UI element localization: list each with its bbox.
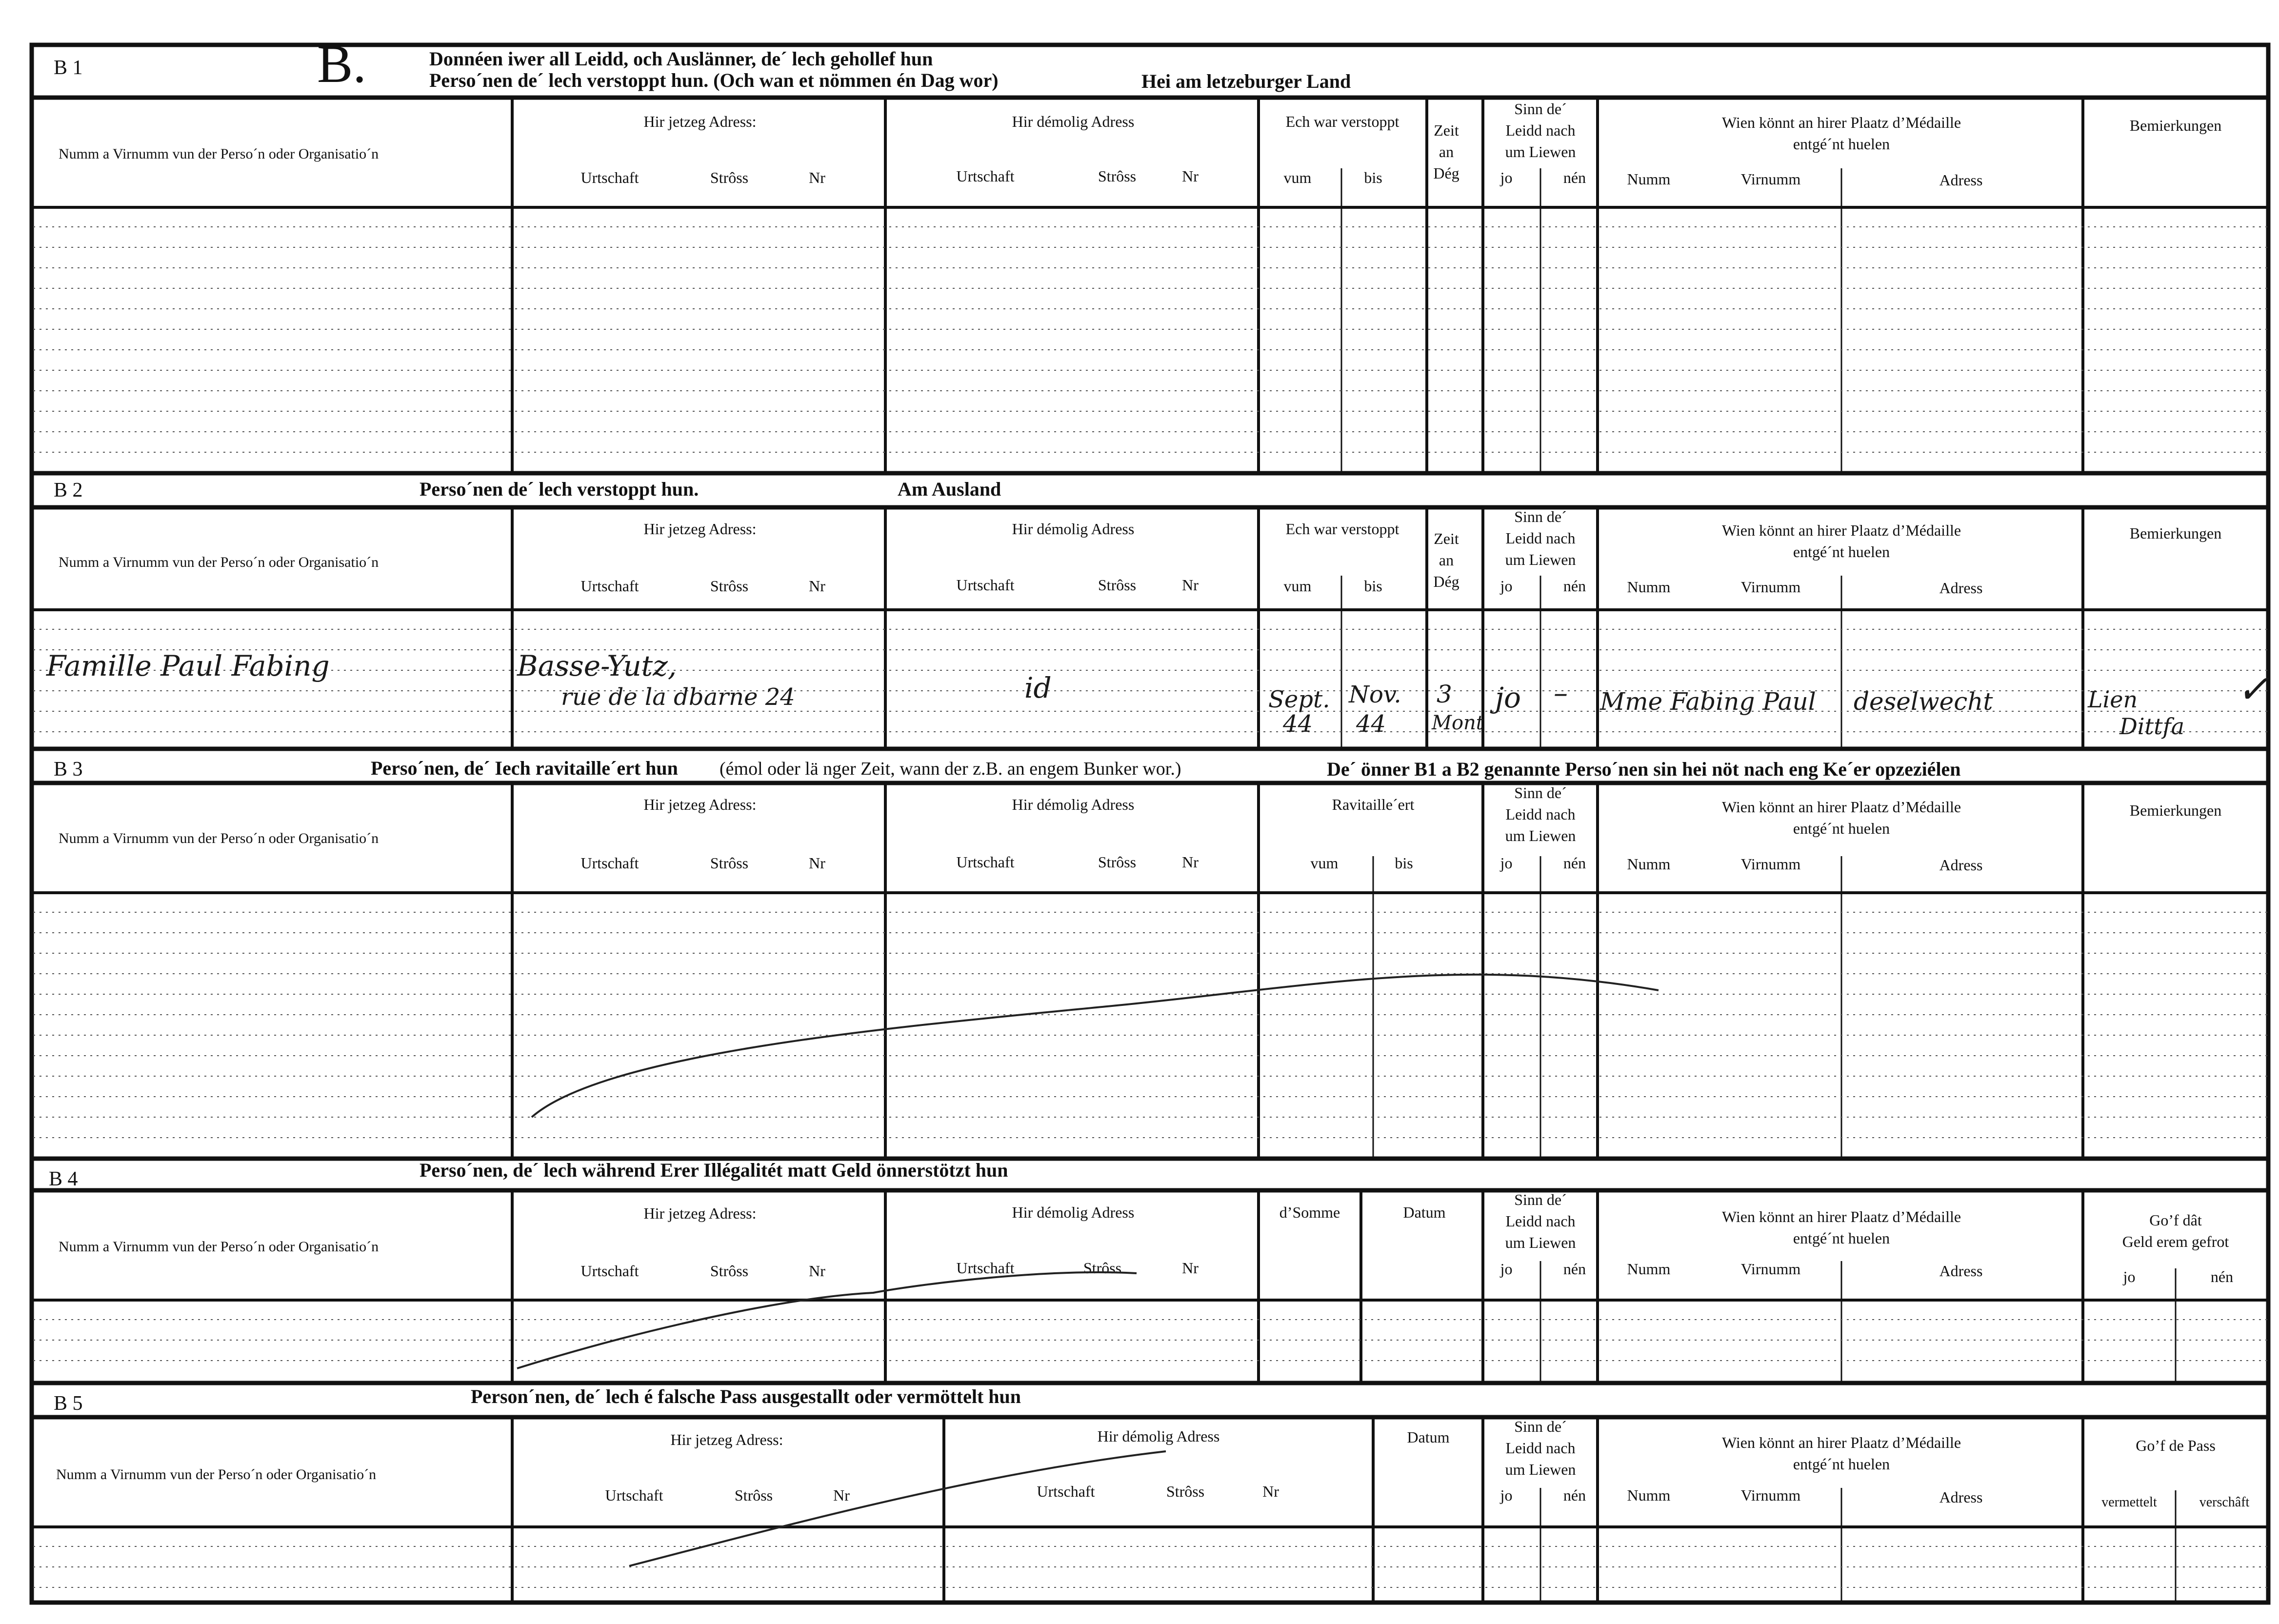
section-b1 xyxy=(32,34,2268,473)
b4-medal-1: Wien könnt an hirer Plaatz d’Médaille xyxy=(1721,1208,1961,1225)
b2-former-stross: Strôss xyxy=(1098,576,1137,594)
b2-entry-remark-2: Dittfa xyxy=(2119,713,2185,740)
section-b4-title: Perso´nen, de´ lech während Erer Illégalitét matt Geld önnerstötzt hun xyxy=(420,1159,1008,1181)
form-letter: B. xyxy=(317,34,366,94)
b2-medal-1: Wien könnt an hirer Plaatz d’Médaille xyxy=(1721,521,1961,539)
b1-medal-2: entgé´nt huelen xyxy=(1793,135,1890,153)
b2-nr: Nr xyxy=(809,577,825,595)
b3-numm: Numm xyxy=(1627,855,1671,873)
b2-entry-days-2: Mont xyxy=(1432,712,1484,734)
b1-headers xyxy=(59,100,2221,189)
b2-entry-addr-2: rue de la dbarne 24 xyxy=(561,683,795,711)
section-b3-note: (émol oder lä nger Zeit, wann der z.B. an engem Bunker wor.) xyxy=(720,759,1181,779)
b2-entry-checkmark: ✓ xyxy=(2237,666,2270,712)
b2-headers xyxy=(59,508,2221,597)
b2-former-urtschaft: Urtschaft xyxy=(956,576,1015,594)
b3-former-nr: Nr xyxy=(1182,853,1199,871)
b4-gof-nen: nén xyxy=(2210,1268,2234,1285)
b3-strike-curve xyxy=(532,975,1659,1117)
section-b3-note2: De´ önner B1 a B2 genannte Perso´nen sin hei nöt nach eng Ke´er opzeziélen xyxy=(1327,758,1961,780)
b4-former-stross: Strôss xyxy=(1083,1259,1122,1277)
section-b5-code: B 5 xyxy=(54,1392,83,1415)
b4-stross: Strôss xyxy=(710,1262,749,1280)
b1-adress: Adress xyxy=(1939,171,1983,189)
b3-adress: Adress xyxy=(1939,856,1983,874)
b5-name-col-header: Numm a Virnumm vun der Perso´n oder Organisatio´n xyxy=(56,1466,377,1483)
b2-zeit-deg: Dég xyxy=(1433,573,1459,590)
b2-adress: Adress xyxy=(1939,579,1983,597)
b2-entry-medal-name: Mme Fabing Paul xyxy=(1600,687,1816,716)
b4-nr: Nr xyxy=(809,1262,825,1280)
b3-medal-2: entgé´nt huelen xyxy=(1793,820,1890,837)
b4-gof-2: Geld erem gefrot xyxy=(2122,1233,2229,1250)
b3-ravit-header: Ravitaille´ert xyxy=(1332,796,1415,813)
b5-former-urtschaft: Urtschaft xyxy=(1037,1483,1095,1500)
b5-gof: Go’f de Pass xyxy=(2136,1437,2216,1454)
b5-virnumm: Virnumm xyxy=(1740,1486,1801,1504)
b1-bis: bis xyxy=(1364,169,1382,186)
b4-name-col-header: Numm a Virnumm vun der Perso´n oder Organisatio´n xyxy=(59,1239,379,1255)
b4-datum-header: Datum xyxy=(1403,1203,1446,1221)
b4-current-addr-header: Hir jetzeg Adress: xyxy=(643,1204,757,1222)
b2-stross: Strôss xyxy=(710,577,749,595)
b5-vermettelt: vermettelt xyxy=(2101,1495,2157,1510)
b5-jo: jo xyxy=(1500,1486,1513,1504)
b2-vum: vum xyxy=(1283,577,1312,595)
section-b4 xyxy=(32,1159,2268,1383)
b2-leidd: Leidd nach xyxy=(1505,529,1576,547)
b3-former-addr-header: Hir démolig Adress xyxy=(1012,796,1135,813)
b5-former-nr: Nr xyxy=(1262,1483,1279,1500)
b2-hidden-header: Ech war verstoppt xyxy=(1285,520,1399,538)
b3-headers xyxy=(59,784,2221,874)
section-b2-code: B 2 xyxy=(54,479,83,501)
b4-leidd: Leidd nach xyxy=(1505,1212,1576,1230)
b4-gof-jo: jo xyxy=(2123,1268,2136,1285)
b3-name-col-header: Numm a Virnumm vun der Perso´n oder Organisatio´n xyxy=(59,830,379,846)
b2-name-col-header: Numm a Virnumm vun der Perso´n oder Organisatio´n xyxy=(59,554,379,570)
b1-nen: nén xyxy=(1563,169,1586,186)
b4-urtschaft: Urtschaft xyxy=(580,1262,639,1280)
b3-columns xyxy=(512,783,2083,1159)
b2-entry-name: Famille Paul Fabing xyxy=(46,649,330,682)
b5-former-addr-header: Hir démolig Adress xyxy=(1097,1427,1220,1445)
b4-former-urtschaft: Urtschaft xyxy=(956,1259,1015,1277)
b1-vum: vum xyxy=(1283,169,1312,186)
b1-name-col-header: Numm a Virnumm vun der Perso´n oder Organisatio´n xyxy=(59,146,379,162)
b4-somme-header: d’Somme xyxy=(1279,1203,1340,1221)
b2-bis: bis xyxy=(1364,577,1382,595)
b3-urtschaft: Urtschaft xyxy=(580,854,639,872)
b1-nr: Nr xyxy=(809,169,825,186)
b1-jo: jo xyxy=(1500,169,1513,186)
b5-current-addr-header: Hir jetzeg Adress: xyxy=(670,1431,783,1448)
b2-urtschaft: Urtschaft xyxy=(580,577,639,595)
b2-entry-to-1: Nov. xyxy=(1349,681,1401,708)
section-b3 xyxy=(32,757,2268,1159)
b2-numm: Numm xyxy=(1627,578,1671,596)
b2-entry-remark-1: Lien xyxy=(2088,686,2138,713)
b4-numm: Numm xyxy=(1627,1260,1671,1278)
b2-zeit-an: an xyxy=(1439,551,1454,569)
section-b2-title: Perso´nen de´ lech verstoppt hun. xyxy=(420,478,699,500)
b1-former-stross: Strôss xyxy=(1098,167,1137,185)
intro-line-2: Perso´nen de´ lech verstoppt hun. (Och wan et nömmen én Dag wor) xyxy=(429,69,999,91)
section-b4-code: B 4 xyxy=(49,1168,78,1190)
b5-medal-1: Wien könnt an hirer Plaatz d’Médaille xyxy=(1721,1434,1961,1451)
b4-former-nr: Nr xyxy=(1182,1259,1199,1277)
b1-medal-1: Wien könnt an hirer Plaatz d’Médaille xyxy=(1721,114,1961,131)
section-b1-code: B 1 xyxy=(54,57,83,79)
b3-bis: bis xyxy=(1395,854,1413,872)
b1-former-urtschaft: Urtschaft xyxy=(956,167,1015,185)
b5-stross: Strôss xyxy=(734,1486,773,1504)
b1-leidd: Leidd nach xyxy=(1505,121,1576,139)
b4-gof-1: Go’f dât xyxy=(2149,1211,2202,1229)
form-outer-frame xyxy=(32,45,2268,1603)
b5-medal-2: entgé´nt huelen xyxy=(1793,1455,1890,1473)
b2-entry-from-1: Sept. xyxy=(1268,686,1330,713)
b2-remarks: Bemierkungen xyxy=(2129,524,2222,542)
b5-leidd: Leidd nach xyxy=(1505,1439,1576,1457)
b2-entry-former: id xyxy=(1024,671,1052,704)
b4-sinn: Sinn de´ xyxy=(1514,1191,1567,1208)
intro-line-2b: Hei am letzeburger Land xyxy=(1141,70,1351,92)
b1-zeit-an: an xyxy=(1439,143,1454,160)
b5-numm: Numm xyxy=(1627,1486,1671,1504)
b2-current-addr-header: Hir jetzeg Adress: xyxy=(643,520,757,538)
b3-liewen: um Liewen xyxy=(1505,827,1576,844)
b1-urtschaft: Urtschaft xyxy=(580,169,639,186)
b5-adress: Adress xyxy=(1939,1488,1983,1506)
b2-nen: nén xyxy=(1563,577,1586,595)
b1-zeit: Zeit xyxy=(1434,121,1459,139)
b3-current-addr-header: Hir jetzeg Adress: xyxy=(643,796,757,813)
b3-virnumm: Virnumm xyxy=(1740,855,1801,873)
b1-hidden-header: Ech war verstoppt xyxy=(1285,113,1399,130)
b1-zeit-deg: Dég xyxy=(1433,164,1459,182)
b2-entry-addr-1: Basse-Yutz, xyxy=(517,649,677,682)
b1-liewen: um Liewen xyxy=(1505,143,1576,160)
b2-medal-2: entgé´nt huelen xyxy=(1793,543,1890,561)
b2-former-nr: Nr xyxy=(1182,576,1199,594)
b2-jo: jo xyxy=(1500,577,1513,595)
b4-former-addr-header: Hir démolig Adress xyxy=(1012,1203,1135,1221)
b2-zeit: Zeit xyxy=(1434,530,1459,547)
b3-former-stross: Strôss xyxy=(1098,853,1137,871)
b2-liewen: um Liewen xyxy=(1505,551,1576,568)
b1-current-addr-header: Hir jetzeg Adress: xyxy=(643,113,757,130)
b1-numm: Numm xyxy=(1627,170,1671,188)
b2-sinn: Sinn de´ xyxy=(1514,508,1567,525)
b4-headers xyxy=(59,1191,2233,1285)
b2-entry-days-1: 3 xyxy=(1437,680,1452,708)
b4-strike-curve xyxy=(517,1272,1137,1368)
b4-medal-2: entgé´nt huelen xyxy=(1793,1229,1890,1247)
section-b2-subtitle: Am Ausland xyxy=(898,478,1001,500)
b4-jo: jo xyxy=(1500,1260,1513,1278)
b3-sinn: Sinn de´ xyxy=(1514,784,1567,802)
b3-remarks: Bemierkungen xyxy=(2129,802,2222,819)
b3-leidd: Leidd nach xyxy=(1505,805,1576,823)
b5-nen: nén xyxy=(1563,1486,1586,1504)
b1-sinn: Sinn de´ xyxy=(1514,100,1567,118)
b2-entry-medal-addr: deselwecht xyxy=(1854,687,1993,716)
b5-strike-curve xyxy=(629,1451,1166,1566)
b2-handwritten-entry xyxy=(46,649,2269,740)
b5-verschaft: verschâft xyxy=(2199,1495,2250,1510)
section-b5 xyxy=(32,1385,2268,1527)
b2-entry-nen: – xyxy=(1554,676,1568,709)
b4-virnumm: Virnumm xyxy=(1740,1260,1801,1278)
section-b3-code: B 3 xyxy=(54,758,83,781)
b4-liewen: um Liewen xyxy=(1505,1234,1576,1251)
b1-virnumm: Virnumm xyxy=(1740,170,1801,188)
b3-former-urtschaft: Urtschaft xyxy=(956,853,1015,871)
intro-line-1: Donnéen iwer all Leidd, och Auslänner, de´ lech gehollef hun xyxy=(429,48,933,70)
b3-jo: jo xyxy=(1500,854,1513,872)
b2-entry-jo: jo xyxy=(1495,681,1521,714)
section-b3-title: Perso´nen, de´ Iech ravitaille´ert hun xyxy=(371,757,678,779)
b1-former-addr-header: Hir démolig Adress xyxy=(1012,113,1135,130)
b5-headers xyxy=(56,1418,2250,1510)
b1-stross: Strôss xyxy=(710,169,749,186)
b3-medal-1: Wien könnt an hirer Plaatz d’Médaille xyxy=(1721,798,1961,816)
b3-vum: vum xyxy=(1310,854,1339,872)
b5-former-stross: Strôss xyxy=(1166,1483,1205,1500)
section-b5-title: Person´nen, de´ lech é falsche Pass ausgestallt oder vermöttelt hun xyxy=(471,1385,1021,1407)
b3-stross: Strôss xyxy=(710,854,749,872)
b5-liewen: um Liewen xyxy=(1505,1461,1576,1478)
b3-nen: nén xyxy=(1563,854,1586,872)
b1-former-nr: Nr xyxy=(1182,167,1199,185)
b2-entry-from-2: 44 xyxy=(1283,710,1313,738)
b1-columns xyxy=(512,98,2083,473)
b5-urtschaft: Urtschaft xyxy=(605,1486,663,1504)
b2-entry-to-2: 44 xyxy=(1356,710,1386,738)
b4-nen: nén xyxy=(1563,1260,1586,1278)
b5-sinn: Sinn de´ xyxy=(1514,1418,1567,1435)
b4-adress: Adress xyxy=(1939,1262,1983,1280)
b1-remarks: Bemierkungen xyxy=(2129,117,2222,134)
b5-datum-header: Datum xyxy=(1407,1428,1450,1446)
b3-nr: Nr xyxy=(809,854,825,872)
b2-virnumm: Virnumm xyxy=(1740,578,1801,596)
b5-nr: Nr xyxy=(833,1486,850,1504)
b2-former-addr-header: Hir démolig Adress xyxy=(1012,520,1135,538)
